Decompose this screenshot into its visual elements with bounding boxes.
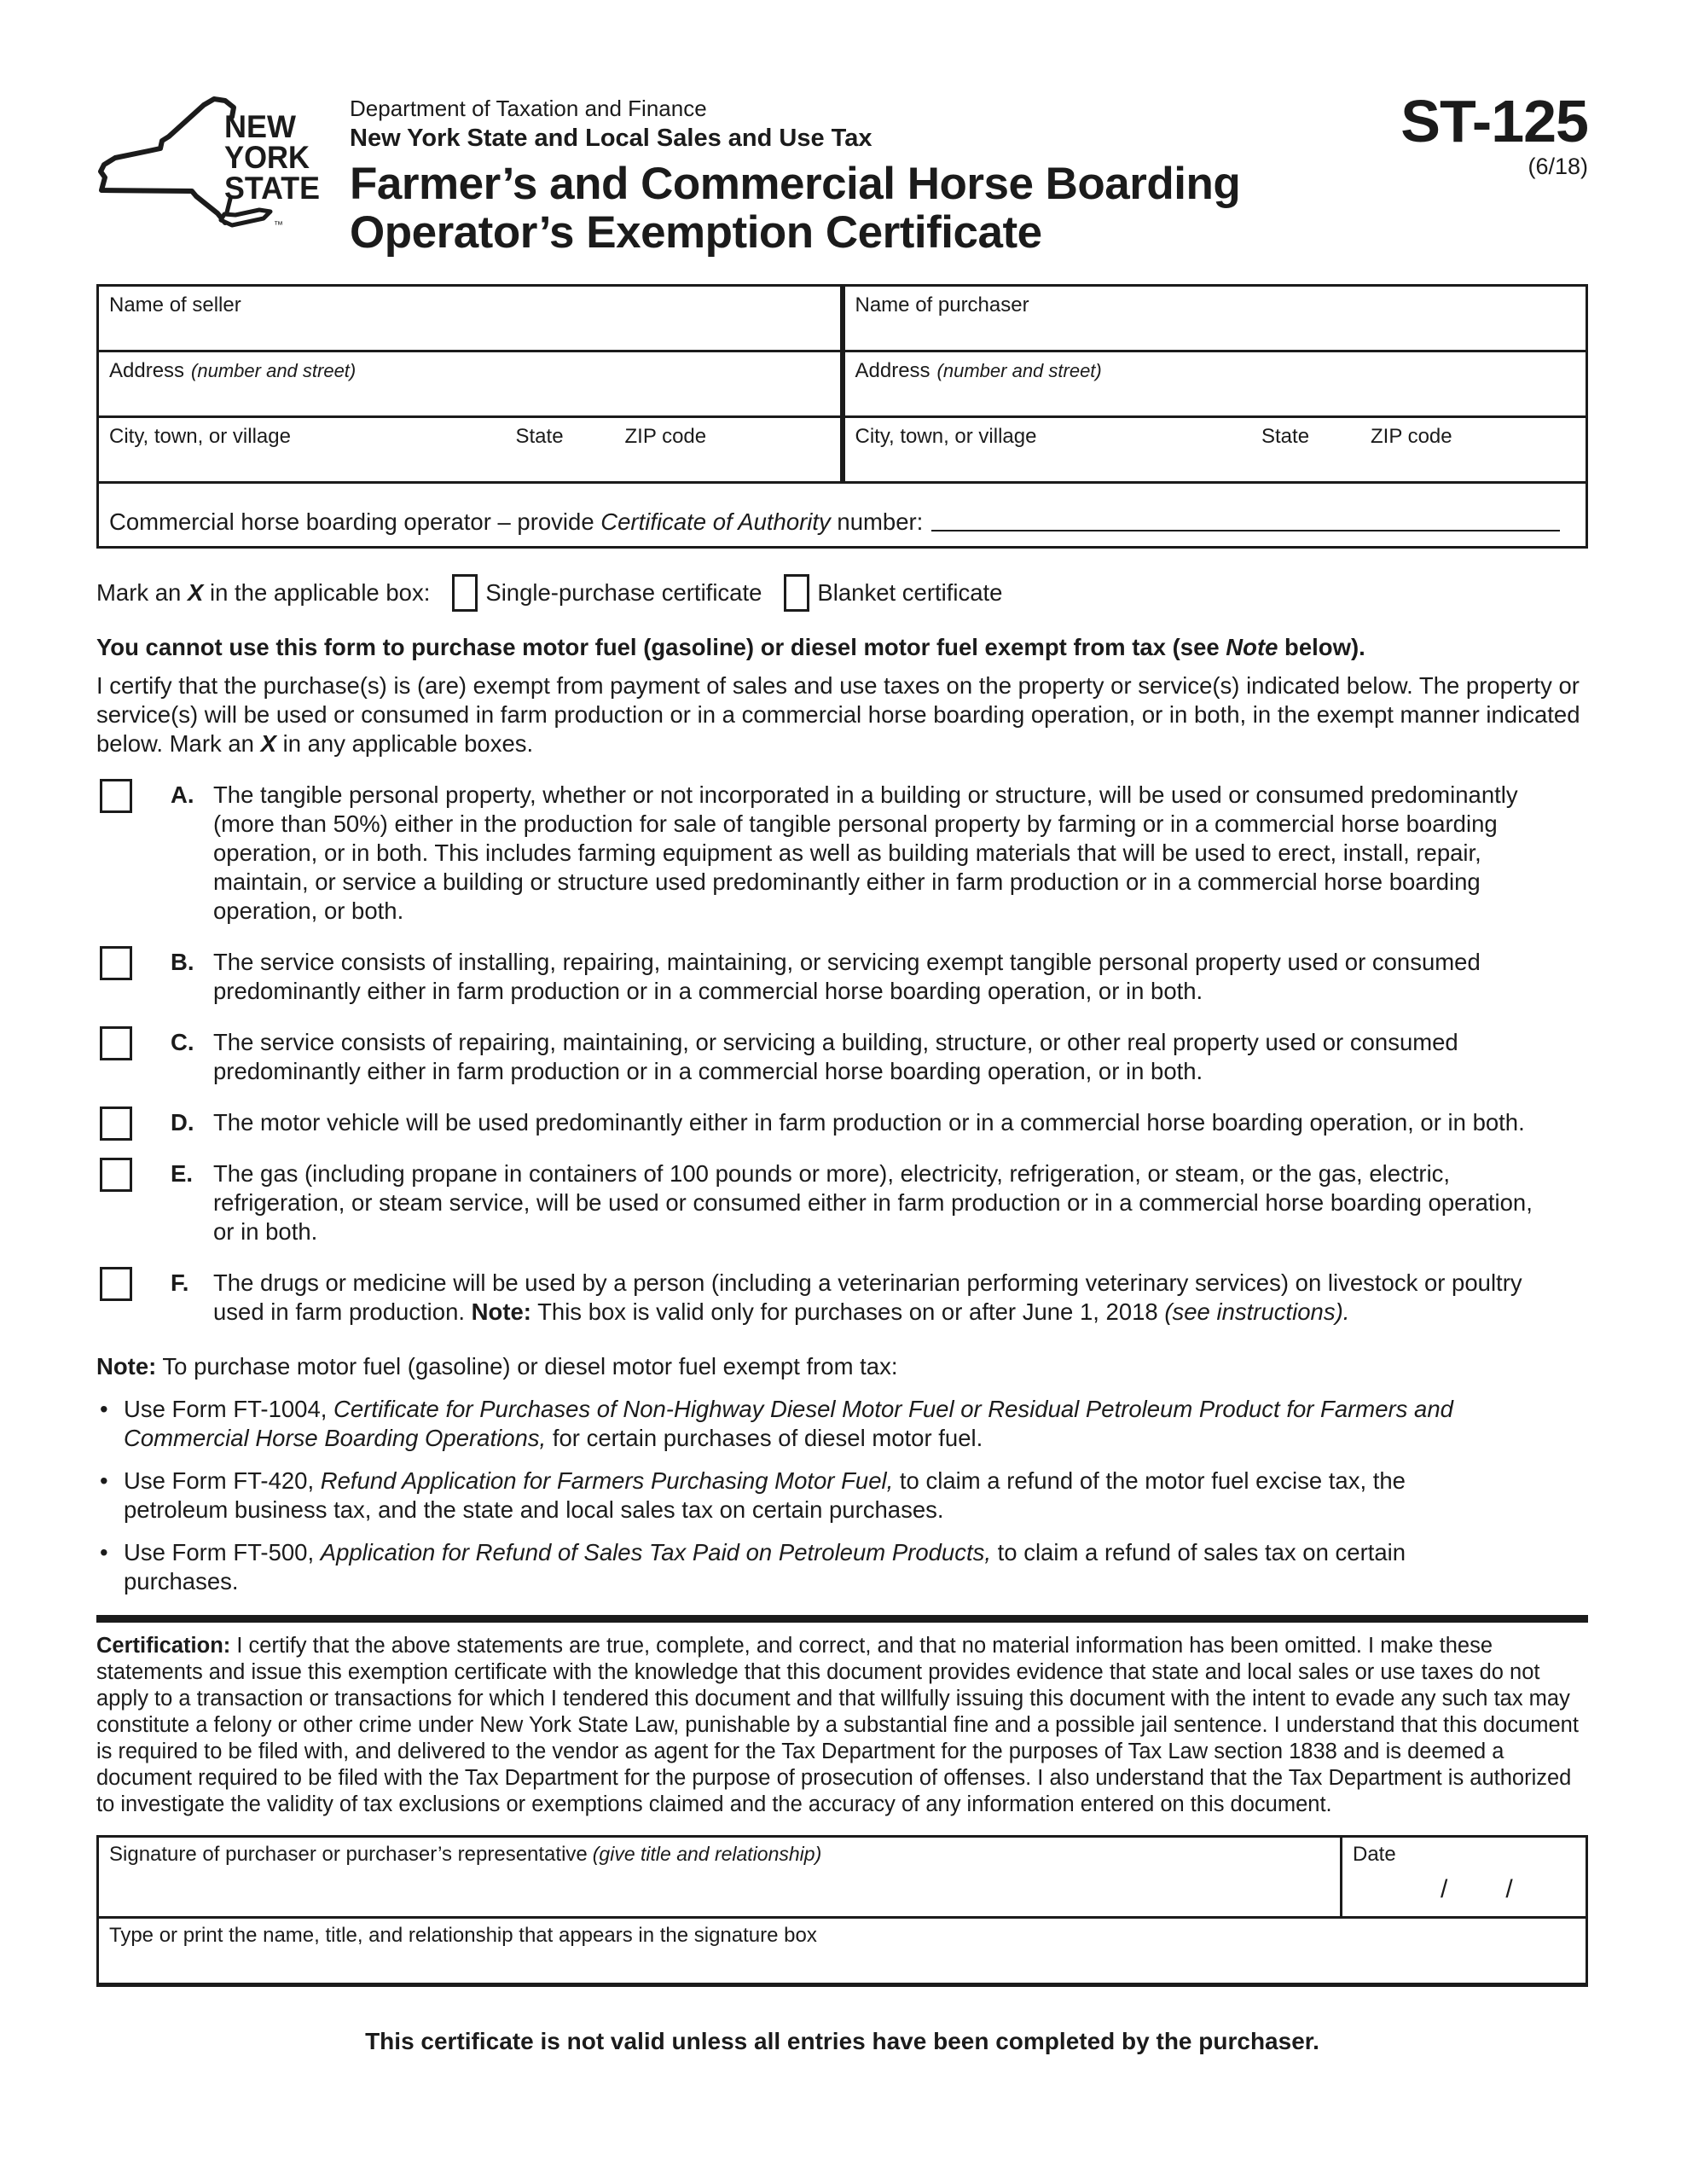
purchaser-address-cell (840, 352, 1586, 415)
new-york-state-logo (96, 96, 320, 229)
logo-text-york: YORK (224, 140, 310, 175)
purchaser-zip-label: ZIP code (1371, 425, 1452, 448)
purchaser-city-cell (840, 418, 1586, 481)
certification-paragraph: Certification: I certify that the above statements are true, complete, and correct, and that no material information has been omitted. I make these statements and issue this exemption certificate with the knowledge that this document provides evidence that state and local sales or use taxes do not apply to a transaction or transactions for which I tendered this document and that willfully issuing this document with the intent to evade any such tax may constitute a felony or other crime under New York State Law, punishable by a substantial fine and a possible jail sentence. I understand that this document is required to be filed with, and delivered to the vendor as agent for the Tax Department for the purposes of Tax Law section 1838 and is deemed a document required to be filed with the Tax Department for the purpose of prosecution of offenses. I also understand that the Tax Department is authorized to investigate the validity of tax exclusions or exemptions claimed and the accuracy of any information entered on this document. (96, 1634, 1579, 1816)
purchaser-city-state-zip-input[interactable] (847, 450, 1585, 479)
exemption-item-d (96, 1108, 1588, 1137)
exemption-item-a (96, 781, 1588, 926)
form-title-line2: Operator’s Exemption Certificate (350, 207, 1042, 258)
form-title-line1: Farmer’s and Commercial Horse Boarding (350, 158, 1241, 209)
box-c-checkbox[interactable] (100, 1026, 132, 1060)
single-purchase-checkbox[interactable] (452, 574, 478, 612)
purchaser-address-input[interactable] (847, 385, 1585, 414)
seller-city-cell (99, 418, 840, 481)
box-e-checkbox[interactable] (100, 1158, 132, 1192)
motor-fuel-warning: You cannot use this form to purchase motor fuel (gasoline) or diesel motor fuel exempt from tax (see Note below). (96, 634, 1365, 660)
purchaser-name-label: Name of purchaser (855, 293, 1029, 317)
certificate-of-authority-label: Commercial horse boarding operator – provide Certificate of Authority number: (109, 508, 924, 535)
logo-text-state: STATE (224, 171, 320, 206)
form-id-block (1400, 88, 1588, 180)
exemption-item-e (96, 1159, 1588, 1246)
bullet-ft1004-text: Use Form FT-1004, Certificate for Purchases of Non-Highway Diesel Motor Fuel or Residual Petroleum Product for Farmers and Commercial Horse Boarding Operations, for certain purchases of diesel motor fuel. (124, 1396, 1453, 1451)
date-cell (1342, 1838, 1586, 1916)
seller-state-label: State (515, 425, 564, 448)
item-f-letter: F. (171, 1269, 189, 1296)
tax-type-line: New York State and Local Sales and Use Tax (350, 124, 872, 152)
printed-name-row (99, 1916, 1586, 1983)
exemption-items (96, 781, 1588, 1327)
seller-name-label: Name of seller (109, 293, 241, 317)
item-b-text: The service consists of installing, repairing, maintaining, or servicing exempt tangible personal property used or consumed predominantly either in farm production or in a commercial horse boarding operation, or in both. (213, 949, 1481, 1004)
note-bullet-ft1004 (96, 1395, 1588, 1453)
seller-address-input[interactable] (101, 385, 838, 414)
note-bullet-ft500 (96, 1538, 1588, 1596)
bullet-ft500-text: Use Form FT-500, Application for Refund of Sales Tax Paid on Petroleum Products, to claim a refund of sales tax on certain purchases. (124, 1539, 1406, 1594)
bullet-icon: • (100, 1467, 108, 1494)
logo-text-new: NEW (224, 109, 297, 144)
purchaser-state-label: State (1261, 425, 1310, 448)
seller-city-state-zip-input[interactable] (101, 450, 838, 479)
department-line: Department of Taxation and Finance (350, 96, 707, 121)
item-a-letter: A. (171, 781, 194, 808)
ny-state-outline-icon (101, 99, 234, 223)
seller-address-cell (99, 352, 840, 415)
note-intro: Note: To purchase motor fuel (gasoline) or diesel motor fuel exempt from tax: (96, 1353, 898, 1380)
signature-table (96, 1835, 1588, 1987)
parties-table (96, 284, 1588, 549)
purchaser-name-cell (840, 287, 1586, 350)
name-row (99, 287, 1586, 350)
exemption-item-f (96, 1269, 1588, 1327)
item-c-text: The service consists of repairing, maintaining, or servicing a building, structure, or other real property used or consumed predominantly either in farm production or in a commercial horse boarding operation, or in both. (213, 1029, 1458, 1084)
date-separators: / / (1441, 1875, 1513, 1903)
signature-hint: (give title and relationship) (592, 1843, 822, 1865)
validity-notice: This certificate is not valid unless all entries have been completed by the purchaser. (365, 2028, 1319, 2054)
item-f-text: The drugs or medicine will be used by a person (including a veterinarian performing veterinary services) on livestock or poultry used in farm production. Note: This box is valid only for purchases on or after June 1, 2018 (see instructions). (213, 1269, 1522, 1325)
note-bullet-ft420 (96, 1467, 1588, 1525)
bullet-ft420-text: Use Form FT-420, Refund Application for Farmers Purchasing Motor Fuel, to claim a refund of the motor fuel excise tax, the petroleum business tax, and the state and local sales tax on certain purchases. (124, 1467, 1406, 1523)
form-revision: (6/18) (1528, 154, 1588, 179)
printed-name-label: Type or print the name, title, and relationship that appears in the signature box (109, 1924, 817, 1947)
certify-intro-paragraph: I certify that the purchase(s) is (are) exempt from payment of sales and use taxes on the property or service(s) indicated below. The property or service(s) will be used or consumed in farm production or in a commercial horse boarding operation, or in both, in the exempt manner indicated below. Mark an X in any applicable boxes. (96, 672, 1580, 757)
item-d-letter: D. (171, 1109, 194, 1136)
item-e-text: The gas (including propane in containers of 100 pounds or more), electricity, refrigeration, or steam, or the gas, electric, refrigeration, or steam service, will be used or consumed either in farm production or in a commercial horse boarding operation, or in both. (213, 1160, 1533, 1245)
bullet-icon: • (100, 1396, 108, 1422)
certificate-type-prompt: Mark an X in the applicable box: (96, 579, 431, 606)
city-state-zip-row (99, 415, 1586, 481)
box-d-checkbox[interactable] (100, 1107, 132, 1141)
seller-address-hint: (number and street) (191, 360, 357, 381)
date-label: Date (1353, 1843, 1396, 1866)
bullet-icon: • (100, 1539, 108, 1565)
box-f-checkbox[interactable] (100, 1267, 132, 1301)
item-c-letter: C. (171, 1029, 194, 1055)
purchaser-address-hint: (number and street) (936, 360, 1102, 381)
trademark-mark: ™ (274, 220, 283, 229)
blanket-certificate-label: Blanket certificate (817, 579, 1003, 606)
seller-name-input[interactable] (101, 319, 838, 348)
printed-name-input[interactable] (101, 1953, 1584, 1981)
exemption-item-c (96, 1028, 1588, 1086)
form-header (96, 81, 1588, 262)
signature-row (99, 1838, 1586, 1916)
item-d-text: The motor vehicle will be used predominantly either in farm production or in a commercial horse boarding operation, or in both. (213, 1109, 1525, 1136)
blanket-certificate-checkbox[interactable] (784, 574, 809, 612)
seller-address-label: Address (109, 359, 185, 382)
purchaser-name-input[interactable] (847, 319, 1585, 348)
seller-name-cell (99, 287, 840, 350)
form-title (350, 160, 1240, 257)
horse-boarding-operator-row (99, 481, 1586, 546)
seller-zip-label: ZIP code (624, 425, 707, 448)
form-number: ST-125 (1400, 88, 1588, 154)
purchaser-address-label: Address (855, 359, 930, 382)
exemption-item-b (96, 948, 1588, 1006)
item-b-letter: B. (171, 949, 194, 975)
certificate-type-row (96, 574, 1588, 612)
address-row (99, 350, 1586, 415)
box-a-checkbox[interactable] (100, 779, 132, 813)
box-b-checkbox[interactable] (100, 946, 132, 980)
section-divider (96, 1615, 1588, 1623)
signature-label: Signature of purchaser or purchaser’s representative (109, 1843, 588, 1866)
seller-city-label: City, town, or village (109, 425, 291, 448)
item-a-text: The tangible personal property, whether or not incorporated in a building or structure, will be used or consumed predominantly (more than 50%) either in the production for sale of tangible personal property by farming or in a commercial horse boarding operation, or in both. This includes farming equipment as well as building materials that will be used to erect, install, repair, maintain, or service a building or structure used predominantly either in farm production or in a commercial horse boarding operation, or both. (213, 781, 1518, 924)
purchaser-city-label: City, town, or village (855, 425, 1037, 448)
single-purchase-label: Single-purchase certificate (485, 579, 762, 606)
signature-cell (99, 1838, 1342, 1916)
date-input[interactable] (1344, 1872, 1584, 1914)
signature-input[interactable] (101, 1872, 1338, 1914)
item-e-letter: E. (171, 1160, 193, 1187)
certificate-of-authority-input[interactable] (931, 504, 1560, 531)
